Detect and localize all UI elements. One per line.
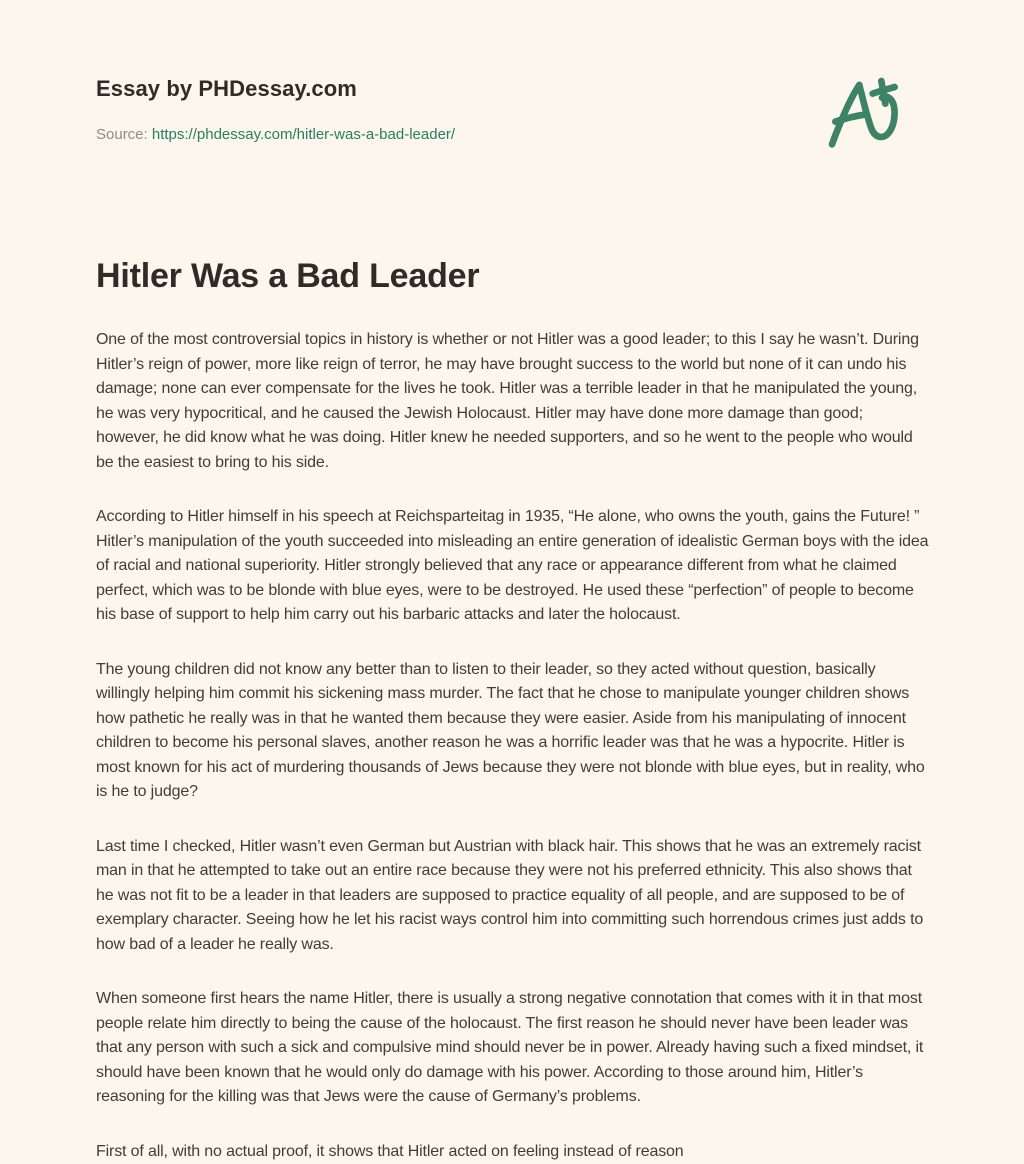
source-line [96, 126, 455, 143]
a-plus-logo-icon [808, 66, 928, 164]
phdessay-logo [808, 66, 928, 169]
essay-title: Hitler Was a Bad Leader [96, 257, 930, 296]
essay-paragraph-6: First of all, with no actual proof, it shows that Hitler acted on feeling instead of reason [96, 1140, 930, 1164]
essay-body [96, 328, 930, 1164]
source-label: Source: [96, 126, 148, 143]
essay-paragraph-2: According to Hitler himself in his speech at Reichsparteitag in 1935, “He alone, who owns the youth, gains the Future! ” Hitler’s manipulation of the youth succeeded into misleading an entire generation of idealistic German boys with the idea of racial and national superiority. Hitler strongly believed that any race or appearance different from what he claimed perfect, which was to be blonde with blue eyes, were to be destroyed. He used these “perfection” of people to become his base of support to help him carry out his barbaric attacks and later the holocaust. [96, 505, 930, 628]
essay-paragraph-4: Last time I checked, Hitler wasn’t even German but Austrian with black hair. This shows that he was an extremely racist man in that he attempted to take out an entire race because they were not his preferred ethnicity. This also shows that he was not fit to be a leader in that leaders are supposed to practice equality of all people, and are supposed to be of exemplary character. Seeing how he let his racist ways control him into committing such horrendous crimes just adds to how bad of a leader he really was. [96, 835, 930, 958]
source-url-link[interactable]: https://phdessay.com/hitler-was-a-bad-leader/ [152, 126, 455, 143]
essay-paragraph-1: One of the most controversial topics in history is whether or not Hitler was a good leader; to this I say he wasn’t. During Hitler’s reign of power, more like reign of terror, he may have brought success to the world but none of it can undo his damage; none can ever compensate for the lives he took. Hitler was a terrible leader in that he manipulated the young, he was very hypocritical, and he caused the Jewish Holocaust. Hitler may have done more damage than good; however, he did know what he was doing. Hitler knew he needed supporters, and so he went to the people who would be the easiest to bring to his side. [96, 328, 930, 475]
essay-by-heading: Essay by PHDessay.com [96, 76, 455, 102]
essay-header [96, 76, 930, 169]
header-left [96, 76, 455, 143]
essay-paragraph-3: The young children did not know any better than to listen to their leader, so they acted without question, basically willingly helping him commit his sickening mass murder. The fact that he chose to manipulate younger children shows how pathetic he really was in that he wanted them because they were easier. Aside from his manipulating of innocent children to become his personal slaves, another reason he was a horrific leader was that he was a hypocrite. Hitler is most known for his act of murdering thousands of Jews because they were not blonde with blue eyes, but in reality, who is he to judge? [96, 658, 930, 805]
essay-paragraph-5: When someone first hears the name Hitler, there is usually a strong negative connotation that comes with it in that most people relate him directly to being the cause of the holocaust. The first reason he should never have been leader was that any person with such a sick and compulsive mind should never be in power. Already having such a fixed mindset, it should have been known that he would only do damage with his power. According to those around him, Hitler’s reasoning for the killing was that Jews were the cause of Germany’s problems. [96, 987, 930, 1110]
